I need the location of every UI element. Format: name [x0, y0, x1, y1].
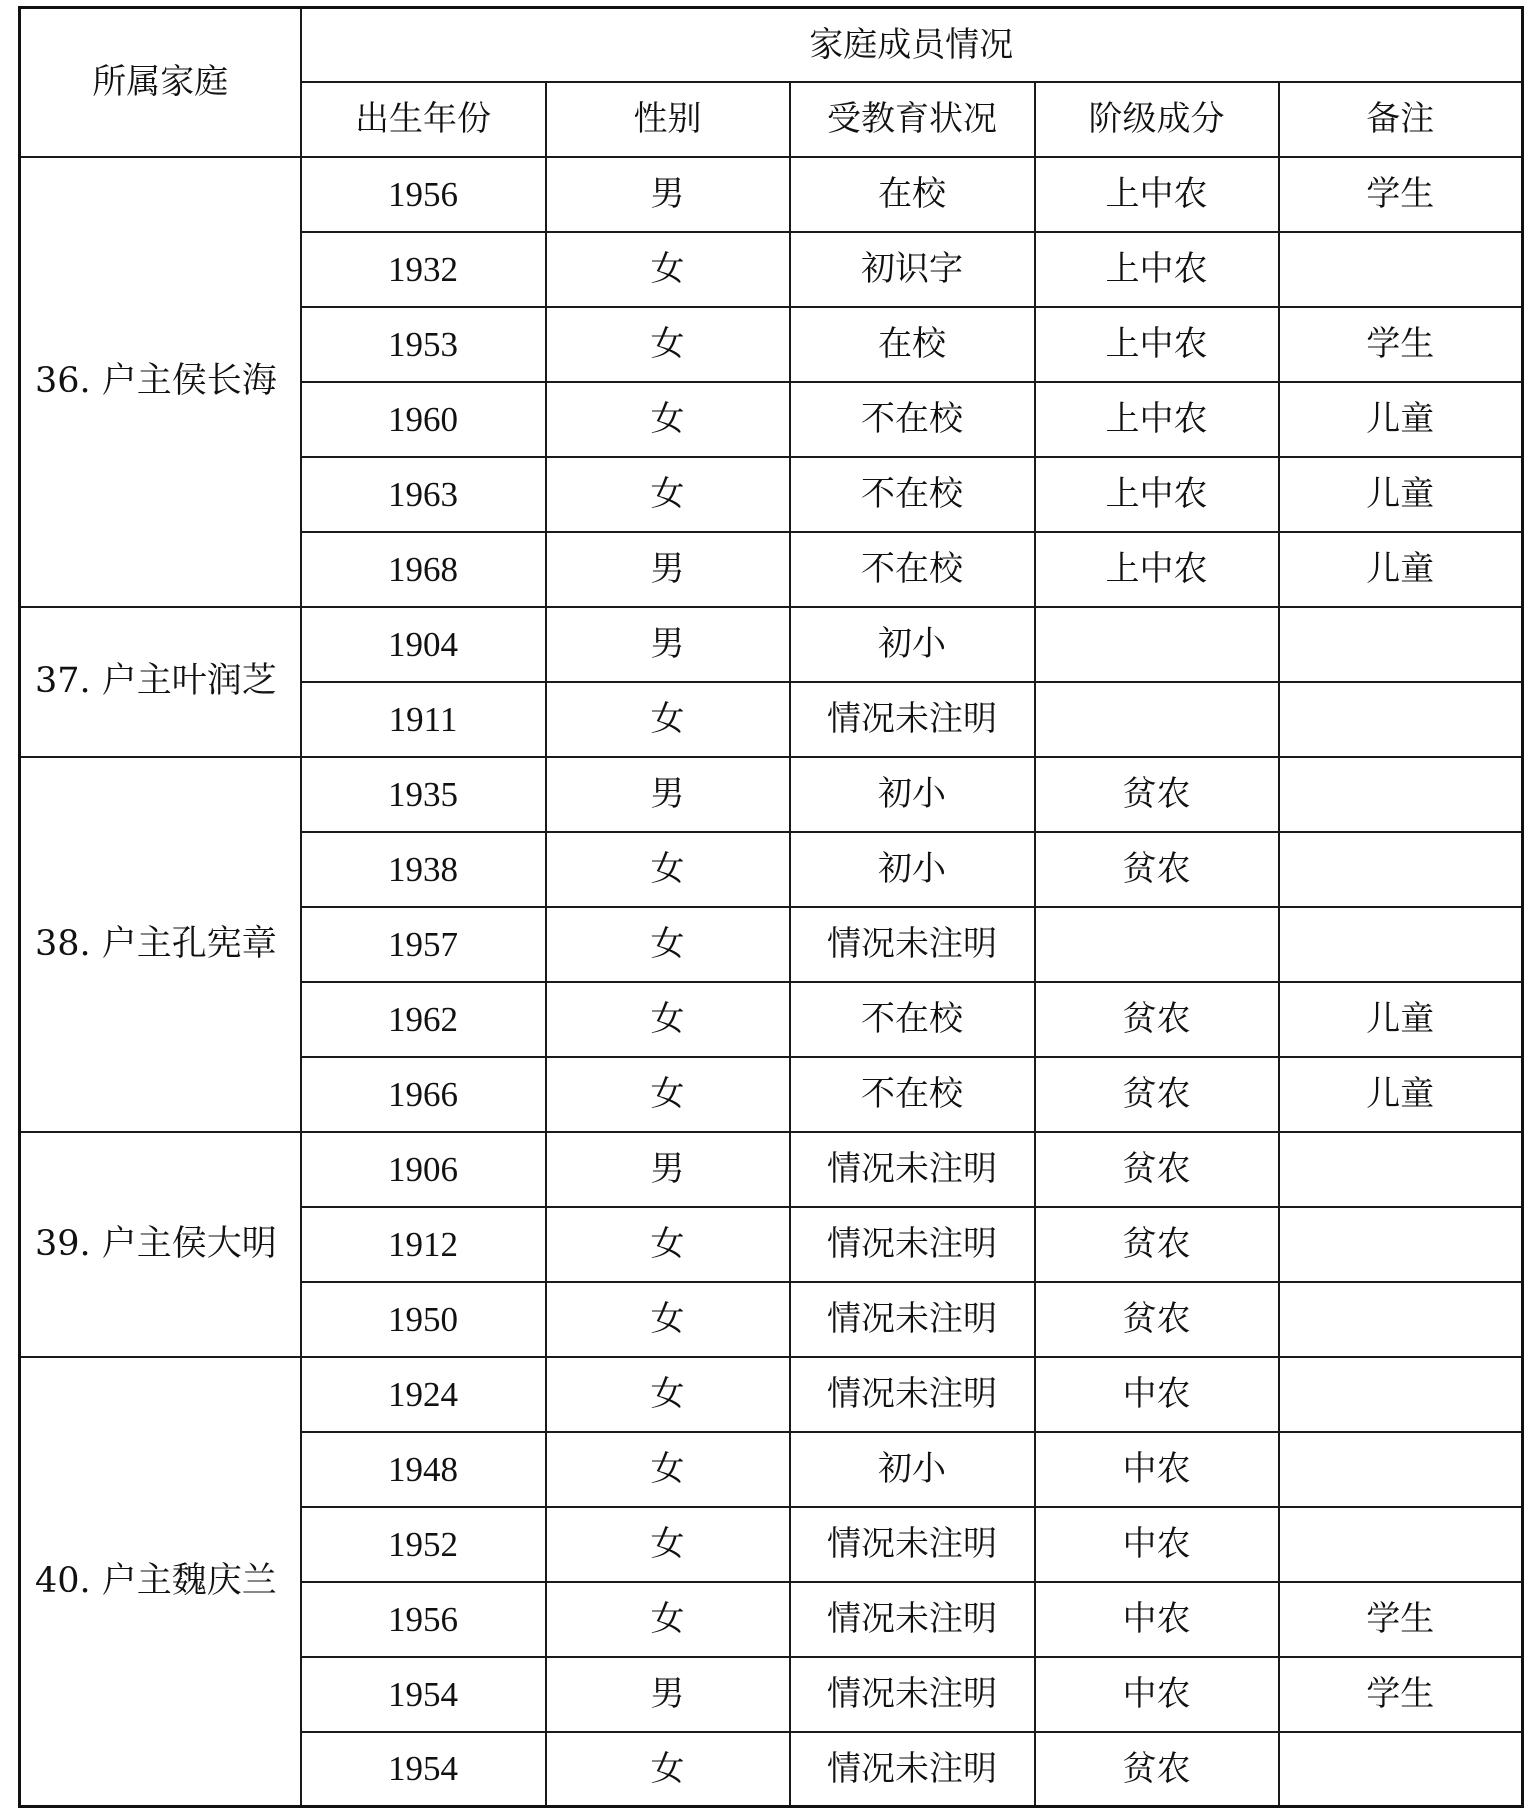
birth-year-cell: 1963 — [301, 457, 546, 532]
sex-cell: 女 — [546, 682, 790, 757]
birth-year-cell: 1924 — [301, 1357, 546, 1432]
sex-cell: 女 — [546, 457, 790, 532]
note-cell: 学生 — [1279, 157, 1523, 232]
family-label-cell: 38. 户主孔宪章 — [20, 757, 301, 1132]
education-cell: 初小 — [790, 607, 1035, 682]
note-cell: 儿童 — [1279, 532, 1523, 607]
education-cell: 情况未注明 — [790, 1582, 1035, 1657]
class-status-cell: 贫农 — [1035, 1057, 1279, 1132]
birth-year-cell: 1966 — [301, 1057, 546, 1132]
education-cell: 情况未注明 — [790, 1282, 1035, 1357]
table-row — [20, 607, 1523, 682]
sex-cell: 女 — [546, 832, 790, 907]
note-cell: 学生 — [1279, 307, 1523, 382]
sex-cell: 女 — [546, 982, 790, 1057]
class-status-cell: 上中农 — [1035, 157, 1279, 232]
sex-cell: 女 — [546, 1057, 790, 1132]
note-cell — [1279, 1132, 1523, 1207]
class-status-cell: 中农 — [1035, 1357, 1279, 1432]
class-status-cell: 贫农 — [1035, 982, 1279, 1057]
note-cell — [1279, 607, 1523, 682]
sex-cell: 女 — [546, 1507, 790, 1582]
sex-cell: 女 — [546, 907, 790, 982]
birth-year-cell: 1956 — [301, 157, 546, 232]
education-cell: 不在校 — [790, 1057, 1035, 1132]
household-table-container — [18, 6, 1524, 1808]
education-cell: 初小 — [790, 1432, 1035, 1507]
education-cell: 情况未注明 — [790, 907, 1035, 982]
column-header-sex: 性别 — [546, 82, 790, 157]
sex-cell: 男 — [546, 757, 790, 832]
class-status-cell: 贫农 — [1035, 832, 1279, 907]
member-info-group-header: 家庭成员情况 — [301, 8, 1523, 82]
birth-year-cell: 1912 — [301, 1207, 546, 1282]
class-status-cell: 贫农 — [1035, 1282, 1279, 1357]
birth-year-cell: 1954 — [301, 1732, 546, 1807]
sex-cell: 男 — [546, 532, 790, 607]
family-label-cell: 37. 户主叶润芝 — [20, 607, 301, 757]
sex-cell: 女 — [546, 382, 790, 457]
class-status-cell: 贫农 — [1035, 757, 1279, 832]
note-cell: 儿童 — [1279, 1057, 1523, 1132]
class-status-cell: 上中农 — [1035, 382, 1279, 457]
column-header-education: 受教育状况 — [790, 82, 1035, 157]
class-status-cell: 上中农 — [1035, 307, 1279, 382]
education-cell: 情况未注明 — [790, 1732, 1035, 1807]
education-cell: 在校 — [790, 307, 1035, 382]
sex-cell: 男 — [546, 157, 790, 232]
sex-cell: 女 — [546, 1282, 790, 1357]
education-cell: 不在校 — [790, 982, 1035, 1057]
birth-year-cell: 1911 — [301, 682, 546, 757]
education-cell: 情况未注明 — [790, 1207, 1035, 1282]
note-cell — [1279, 907, 1523, 982]
class-status-cell: 中农 — [1035, 1507, 1279, 1582]
sex-cell: 男 — [546, 607, 790, 682]
note-cell: 儿童 — [1279, 457, 1523, 532]
note-cell — [1279, 1357, 1523, 1432]
birth-year-cell: 1954 — [301, 1657, 546, 1732]
note-cell — [1279, 1507, 1523, 1582]
birth-year-cell: 1962 — [301, 982, 546, 1057]
family-label-cell: 39. 户主侯大明 — [20, 1132, 301, 1357]
class-status-cell: 上中农 — [1035, 532, 1279, 607]
birth-year-cell: 1950 — [301, 1282, 546, 1357]
birth-year-cell: 1956 — [301, 1582, 546, 1657]
education-cell: 情况未注明 — [790, 1507, 1035, 1582]
note-cell: 学生 — [1279, 1657, 1523, 1732]
birth-year-cell: 1906 — [301, 1132, 546, 1207]
education-cell: 在校 — [790, 157, 1035, 232]
birth-year-cell: 1948 — [301, 1432, 546, 1507]
class-status-cell — [1035, 607, 1279, 682]
sex-cell: 女 — [546, 1207, 790, 1282]
sex-cell: 女 — [546, 1582, 790, 1657]
column-header-birth-year: 出生年份 — [301, 82, 546, 157]
household-members-table — [18, 6, 1524, 1808]
note-cell — [1279, 1207, 1523, 1282]
birth-year-cell: 1938 — [301, 832, 546, 907]
education-cell: 初识字 — [790, 232, 1035, 307]
sex-cell: 女 — [546, 307, 790, 382]
education-cell: 初小 — [790, 832, 1035, 907]
note-cell: 学生 — [1279, 1582, 1523, 1657]
header-row-group — [20, 8, 1523, 82]
class-status-cell: 中农 — [1035, 1582, 1279, 1657]
note-cell: 儿童 — [1279, 982, 1523, 1057]
note-cell — [1279, 682, 1523, 757]
table-row — [20, 1132, 1523, 1207]
class-status-cell: 贫农 — [1035, 1132, 1279, 1207]
note-cell — [1279, 832, 1523, 907]
sex-cell: 女 — [546, 1732, 790, 1807]
education-cell: 初小 — [790, 757, 1035, 832]
class-status-cell: 上中农 — [1035, 457, 1279, 532]
sex-cell: 女 — [546, 232, 790, 307]
class-status-cell — [1035, 907, 1279, 982]
note-cell — [1279, 1282, 1523, 1357]
education-cell: 不在校 — [790, 532, 1035, 607]
birth-year-cell: 1957 — [301, 907, 546, 982]
table-row — [20, 1357, 1523, 1432]
note-cell — [1279, 1432, 1523, 1507]
class-status-cell: 中农 — [1035, 1657, 1279, 1732]
birth-year-cell: 1953 — [301, 307, 546, 382]
birth-year-cell: 1968 — [301, 532, 546, 607]
table-row — [20, 157, 1523, 232]
family-column-header: 所属家庭 — [20, 8, 301, 157]
education-cell: 情况未注明 — [790, 1132, 1035, 1207]
table-row — [20, 757, 1523, 832]
note-cell — [1279, 1732, 1523, 1807]
education-cell: 情况未注明 — [790, 682, 1035, 757]
column-header-note: 备注 — [1279, 82, 1523, 157]
sex-cell: 男 — [546, 1132, 790, 1207]
class-status-cell: 贫农 — [1035, 1732, 1279, 1807]
class-status-cell: 贫农 — [1035, 1207, 1279, 1282]
class-status-cell: 中农 — [1035, 1432, 1279, 1507]
birth-year-cell: 1960 — [301, 382, 546, 457]
birth-year-cell: 1952 — [301, 1507, 546, 1582]
family-label-cell: 40. 户主魏庆兰 — [20, 1357, 301, 1807]
education-cell: 情况未注明 — [790, 1357, 1035, 1432]
class-status-cell: 上中农 — [1035, 232, 1279, 307]
table-header — [20, 8, 1523, 157]
note-cell — [1279, 232, 1523, 307]
birth-year-cell: 1904 — [301, 607, 546, 682]
birth-year-cell: 1935 — [301, 757, 546, 832]
education-cell: 不在校 — [790, 457, 1035, 532]
sex-cell: 女 — [546, 1432, 790, 1507]
birth-year-cell: 1932 — [301, 232, 546, 307]
table-body — [20, 157, 1523, 1807]
sex-cell: 女 — [546, 1357, 790, 1432]
education-cell: 情况未注明 — [790, 1657, 1035, 1732]
class-status-cell — [1035, 682, 1279, 757]
family-label-cell: 36. 户主侯长海 — [20, 157, 301, 607]
sex-cell: 男 — [546, 1657, 790, 1732]
column-header-class-status: 阶级成分 — [1035, 82, 1279, 157]
note-cell — [1279, 757, 1523, 832]
education-cell: 不在校 — [790, 382, 1035, 457]
note-cell: 儿童 — [1279, 382, 1523, 457]
